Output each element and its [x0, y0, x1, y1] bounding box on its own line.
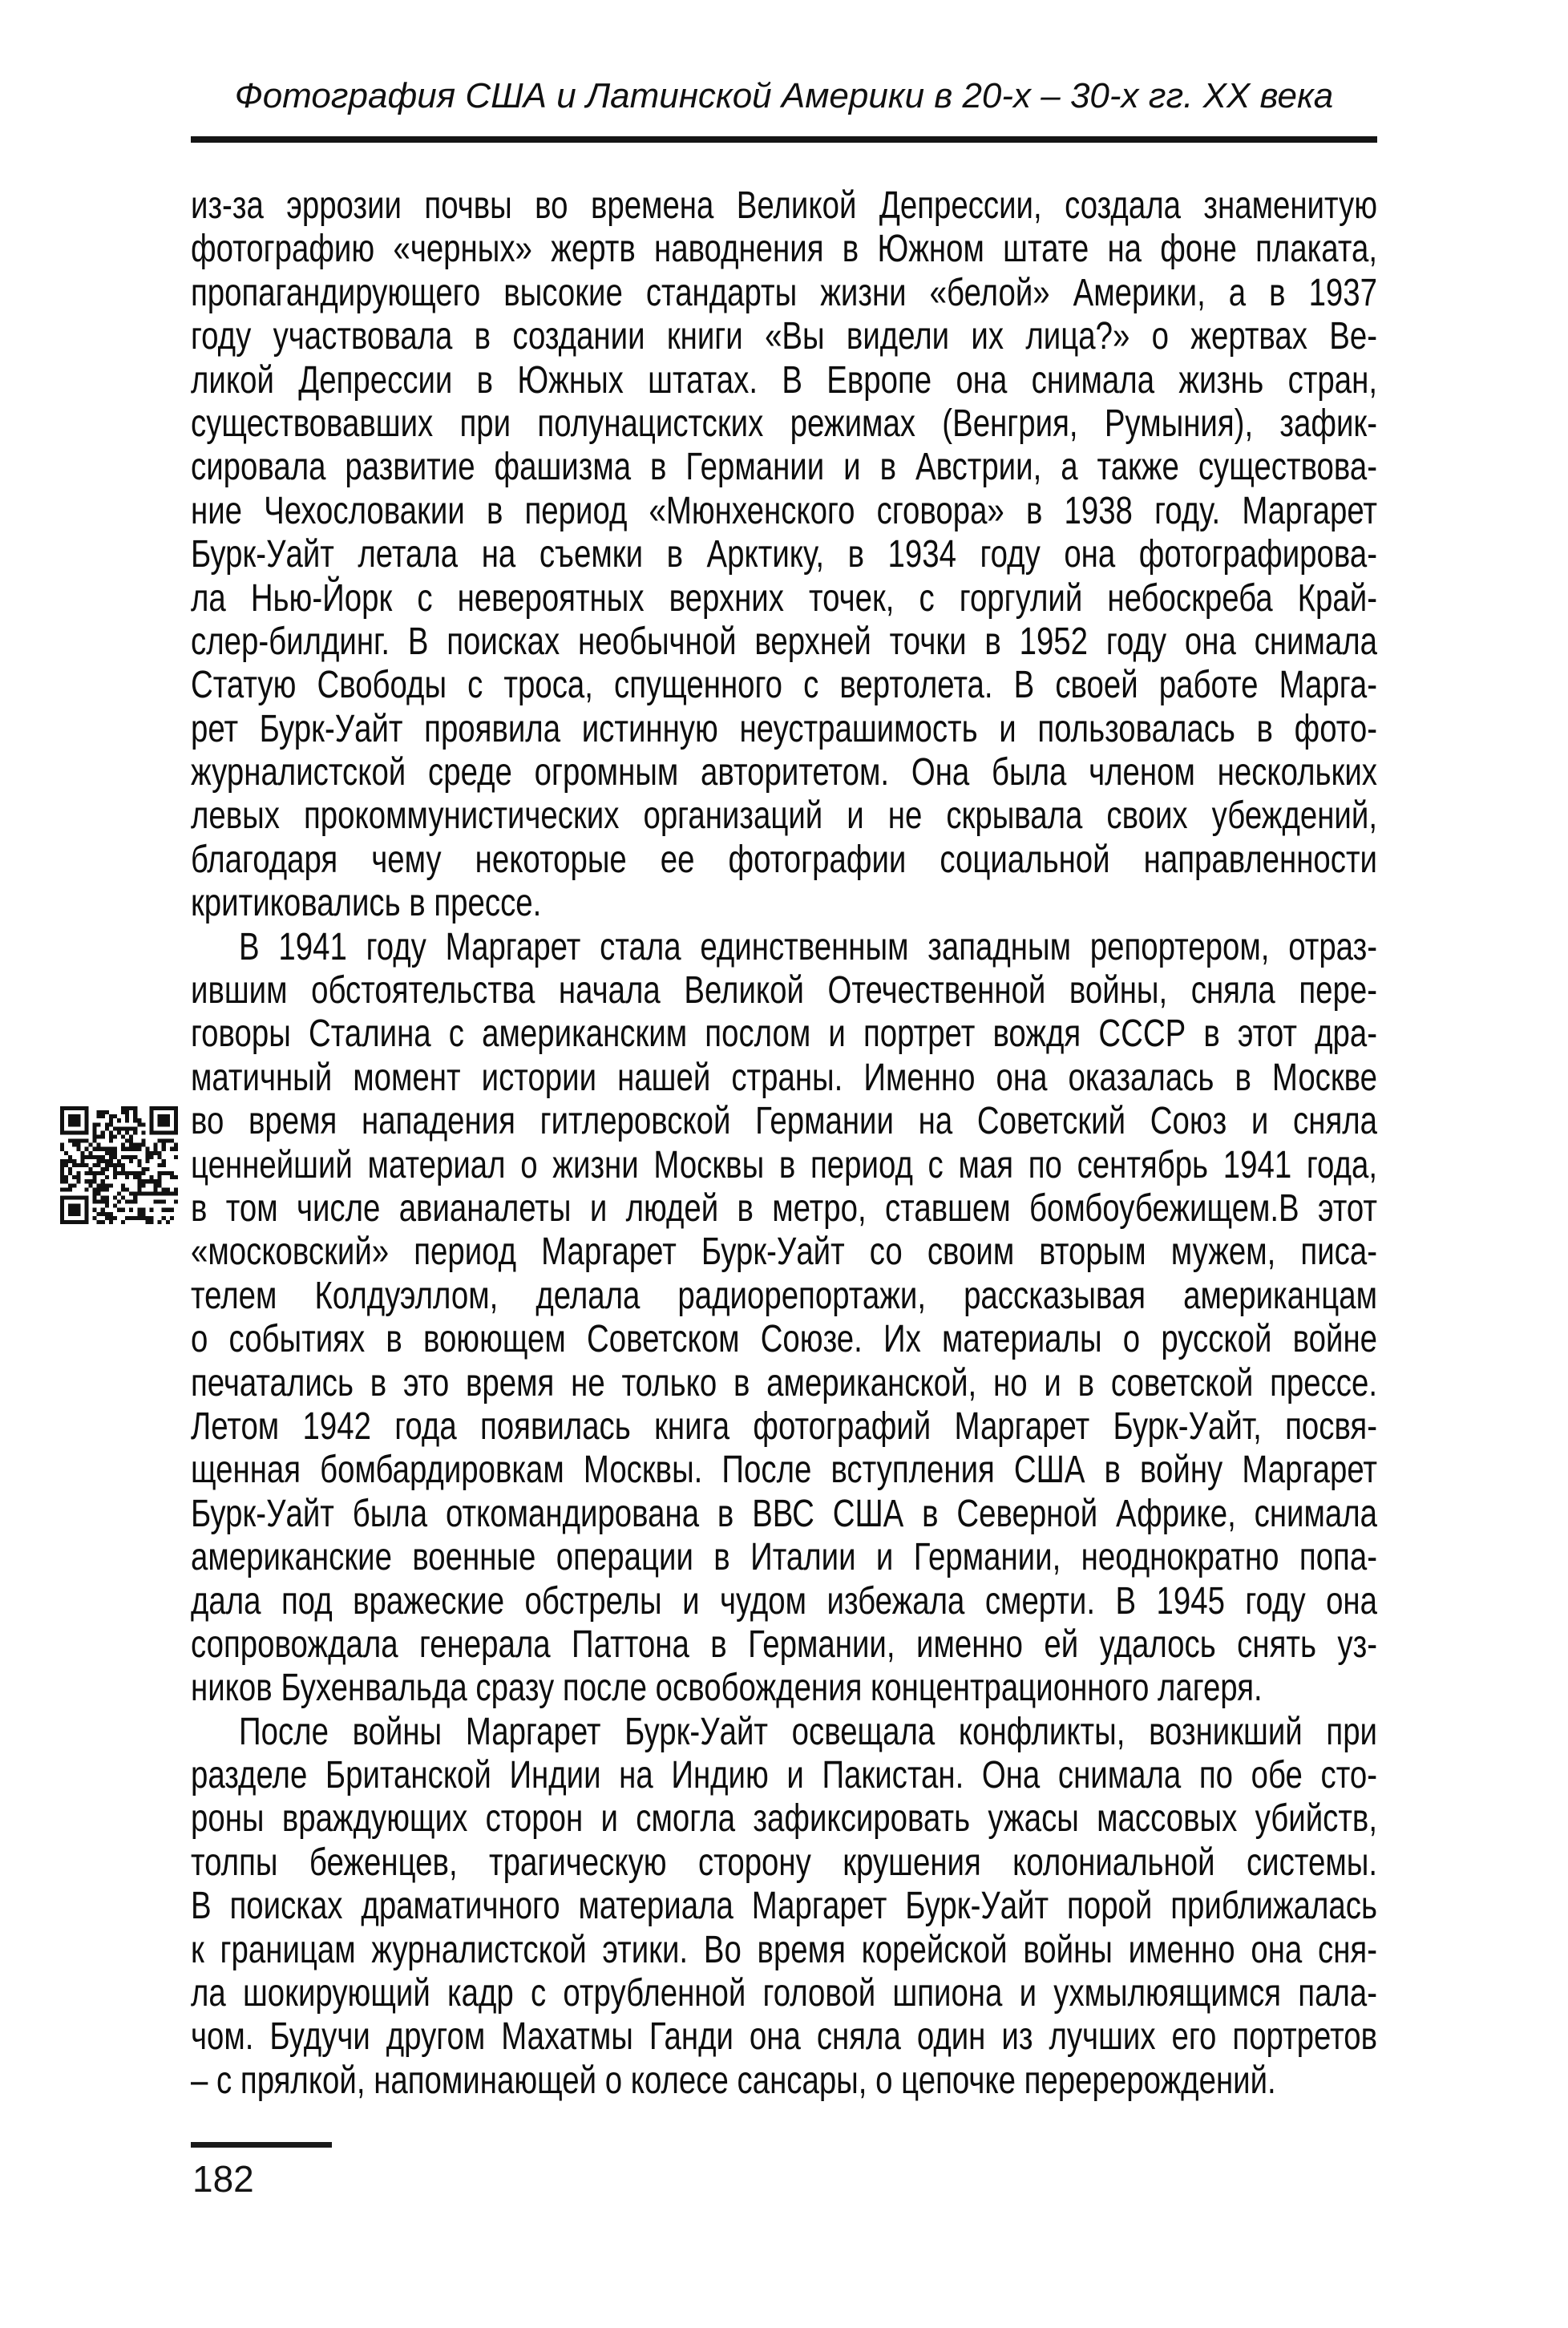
page-number: 182 [192, 2158, 254, 2200]
text-line: благодаря чему некоторые ее фотографии социальной направленности [191, 838, 1377, 881]
text-line: к границам журналистской этики. Во время корейской войны именно она сня- [191, 1928, 1377, 1971]
body-text [191, 184, 1377, 2103]
text-lines [191, 184, 1377, 2103]
text-line: После войны Маргарет Бурк-Уайт освещала конфликты, возникший при [239, 1710, 1377, 1753]
text-line: пропагандирующего высокие стандарты жизни «белой» Америки, а в 1937 [191, 271, 1377, 314]
text-line: о событиях в воюющем Советском Союзе. Их материалы о русской войне [191, 1318, 1377, 1361]
text-line: щенная бомбардировкам Москвы. После вступления США в войну Маргарет [191, 1449, 1377, 1492]
text-line: говоры Сталина с американским послом и портрет вождя СССР в этот дра- [191, 1012, 1377, 1056]
text-line: В 1941 году Маргарет стала единственным западным репортером, отраз- [239, 925, 1377, 968]
text-line: дала под вражеские обстрелы и чудом избежала смерти. В 1945 году она [191, 1579, 1377, 1623]
qr-code-icon [60, 1106, 178, 1224]
text-line: телем Колдуэллом, делала радиорепортажи, рассказывая американцам [191, 1274, 1377, 1317]
text-line: во время нападения гитлеровской Германии на Советский Союз и сняла [191, 1100, 1377, 1143]
text-line: ившим обстоятельства начала Великой Отечественной войны, сняла пере- [191, 969, 1377, 1012]
text-line: левых прокоммунистических организаций и не скрывала своих убеждений, [191, 794, 1377, 838]
text-line: ников Бухенвальда сразу после освобождения концентрационного лагеря. [191, 1667, 1263, 1710]
running-header: Фотография США и Латинской Америки в 20-х – 30-х гг. XX века [234, 76, 1334, 115]
text-line: рет Бурк-Уайт проявила истинную неустрашимость и пользовалась в фото- [191, 707, 1377, 750]
text-line: Летом 1942 года появилась книга фотографий Маргарет Бурк-Уайт, посвя- [191, 1404, 1377, 1448]
header-rule [191, 136, 1377, 143]
text-line: журналистской среде огромным авторитетом. Она была членом нескольких [191, 751, 1377, 794]
text-line: существовавших при полунацистских режимах (Венгрия, Румыния), зафик- [191, 402, 1377, 445]
text-line: В поисках драматичного материала Маргарет Бурк-Уайт порой приближалась [191, 1885, 1377, 1928]
text-line: сировала развитие фашизма в Германии и в Австрии, а также существова- [191, 446, 1377, 489]
text-line: разделе Британской Индии на Индию и Пакистан. Она снимала по обе сто- [191, 1754, 1377, 1797]
text-line: американские военные операции в Италии и Германии, неоднократно попа- [191, 1536, 1377, 1579]
text-line: – с прялкой, напоминающей о колесе сансары, о цепочке перерерождений. [191, 2059, 1276, 2102]
footer-rule [191, 2142, 332, 2148]
text-line: фотографию «черных» жертв наводнения в Южном штате на фоне плаката, [191, 228, 1377, 271]
text-line: «московский» период Маргарет Бурк-Уайт со своим вторым мужем, писа- [191, 1231, 1377, 1274]
text-line: критиковались в прессе. [191, 882, 542, 925]
text-line: Статую Свободы с троса, спущенного с вертолета. В своей работе Марга- [191, 664, 1377, 707]
text-line: матичный момент истории нашей страны. Именно она оказалась в Москве [191, 1056, 1377, 1099]
text-line: Бурк-Уайт летала на съемки в Арктику, в 1934 году она фотографирова- [191, 533, 1377, 576]
text-line: из-за эррозии почвы во времена Великой Депрессии, создала знаменитую [191, 184, 1377, 227]
text-line: сопровождала генерала Паттона в Германии, именно ей удалось снять уз- [191, 1623, 1377, 1666]
text-line: слер-билдинг. В поисках необычной верхней точки в 1952 году она снимала [191, 620, 1377, 663]
text-line: ла шокирующий кадр с отрубленной головой шпиона и ухмылюящимся пала- [191, 1972, 1377, 2015]
text-line: роны враждующих сторон и смогла зафиксировать ужасы массовых убийств, [191, 1797, 1377, 1841]
text-line: в том числе авианалеты и людей в метро, ставшем бомбоубежищем.В этот [191, 1186, 1377, 1230]
text-line: ла Нью-Йорк с невероятных верхних точек, с горгулий небоскреба Край- [191, 576, 1377, 620]
text-line: печатались в это время не только в американской, но и в советской прессе. [191, 1361, 1377, 1404]
text-line: чом. Будучи другом Махатмы Ганди она сняла один из лучших его портретов [191, 2015, 1377, 2059]
text-line: ликой Депрессии в Южных штатах. В Европе она снимала жизнь стран, [191, 358, 1377, 402]
qr-code-box [60, 1106, 178, 1224]
text-line: ние Чехословакии в период «Мюнхенского сговора» в 1938 году. Маргарет [191, 489, 1377, 532]
text-line: Бурк-Уайт была откомандирована в ВВС США в Северной Африке, снимала [191, 1492, 1377, 1535]
text-line: ценнейший материал о жизни Москвы в период с мая по сентябрь 1941 года, [191, 1143, 1377, 1186]
text-line: году участвовала в создании книги «Вы видели их лица?» о жертвах Ве- [191, 315, 1377, 358]
text-line: толпы беженцев, трагическую сторону крушения колониальной системы. [191, 1841, 1377, 1884]
